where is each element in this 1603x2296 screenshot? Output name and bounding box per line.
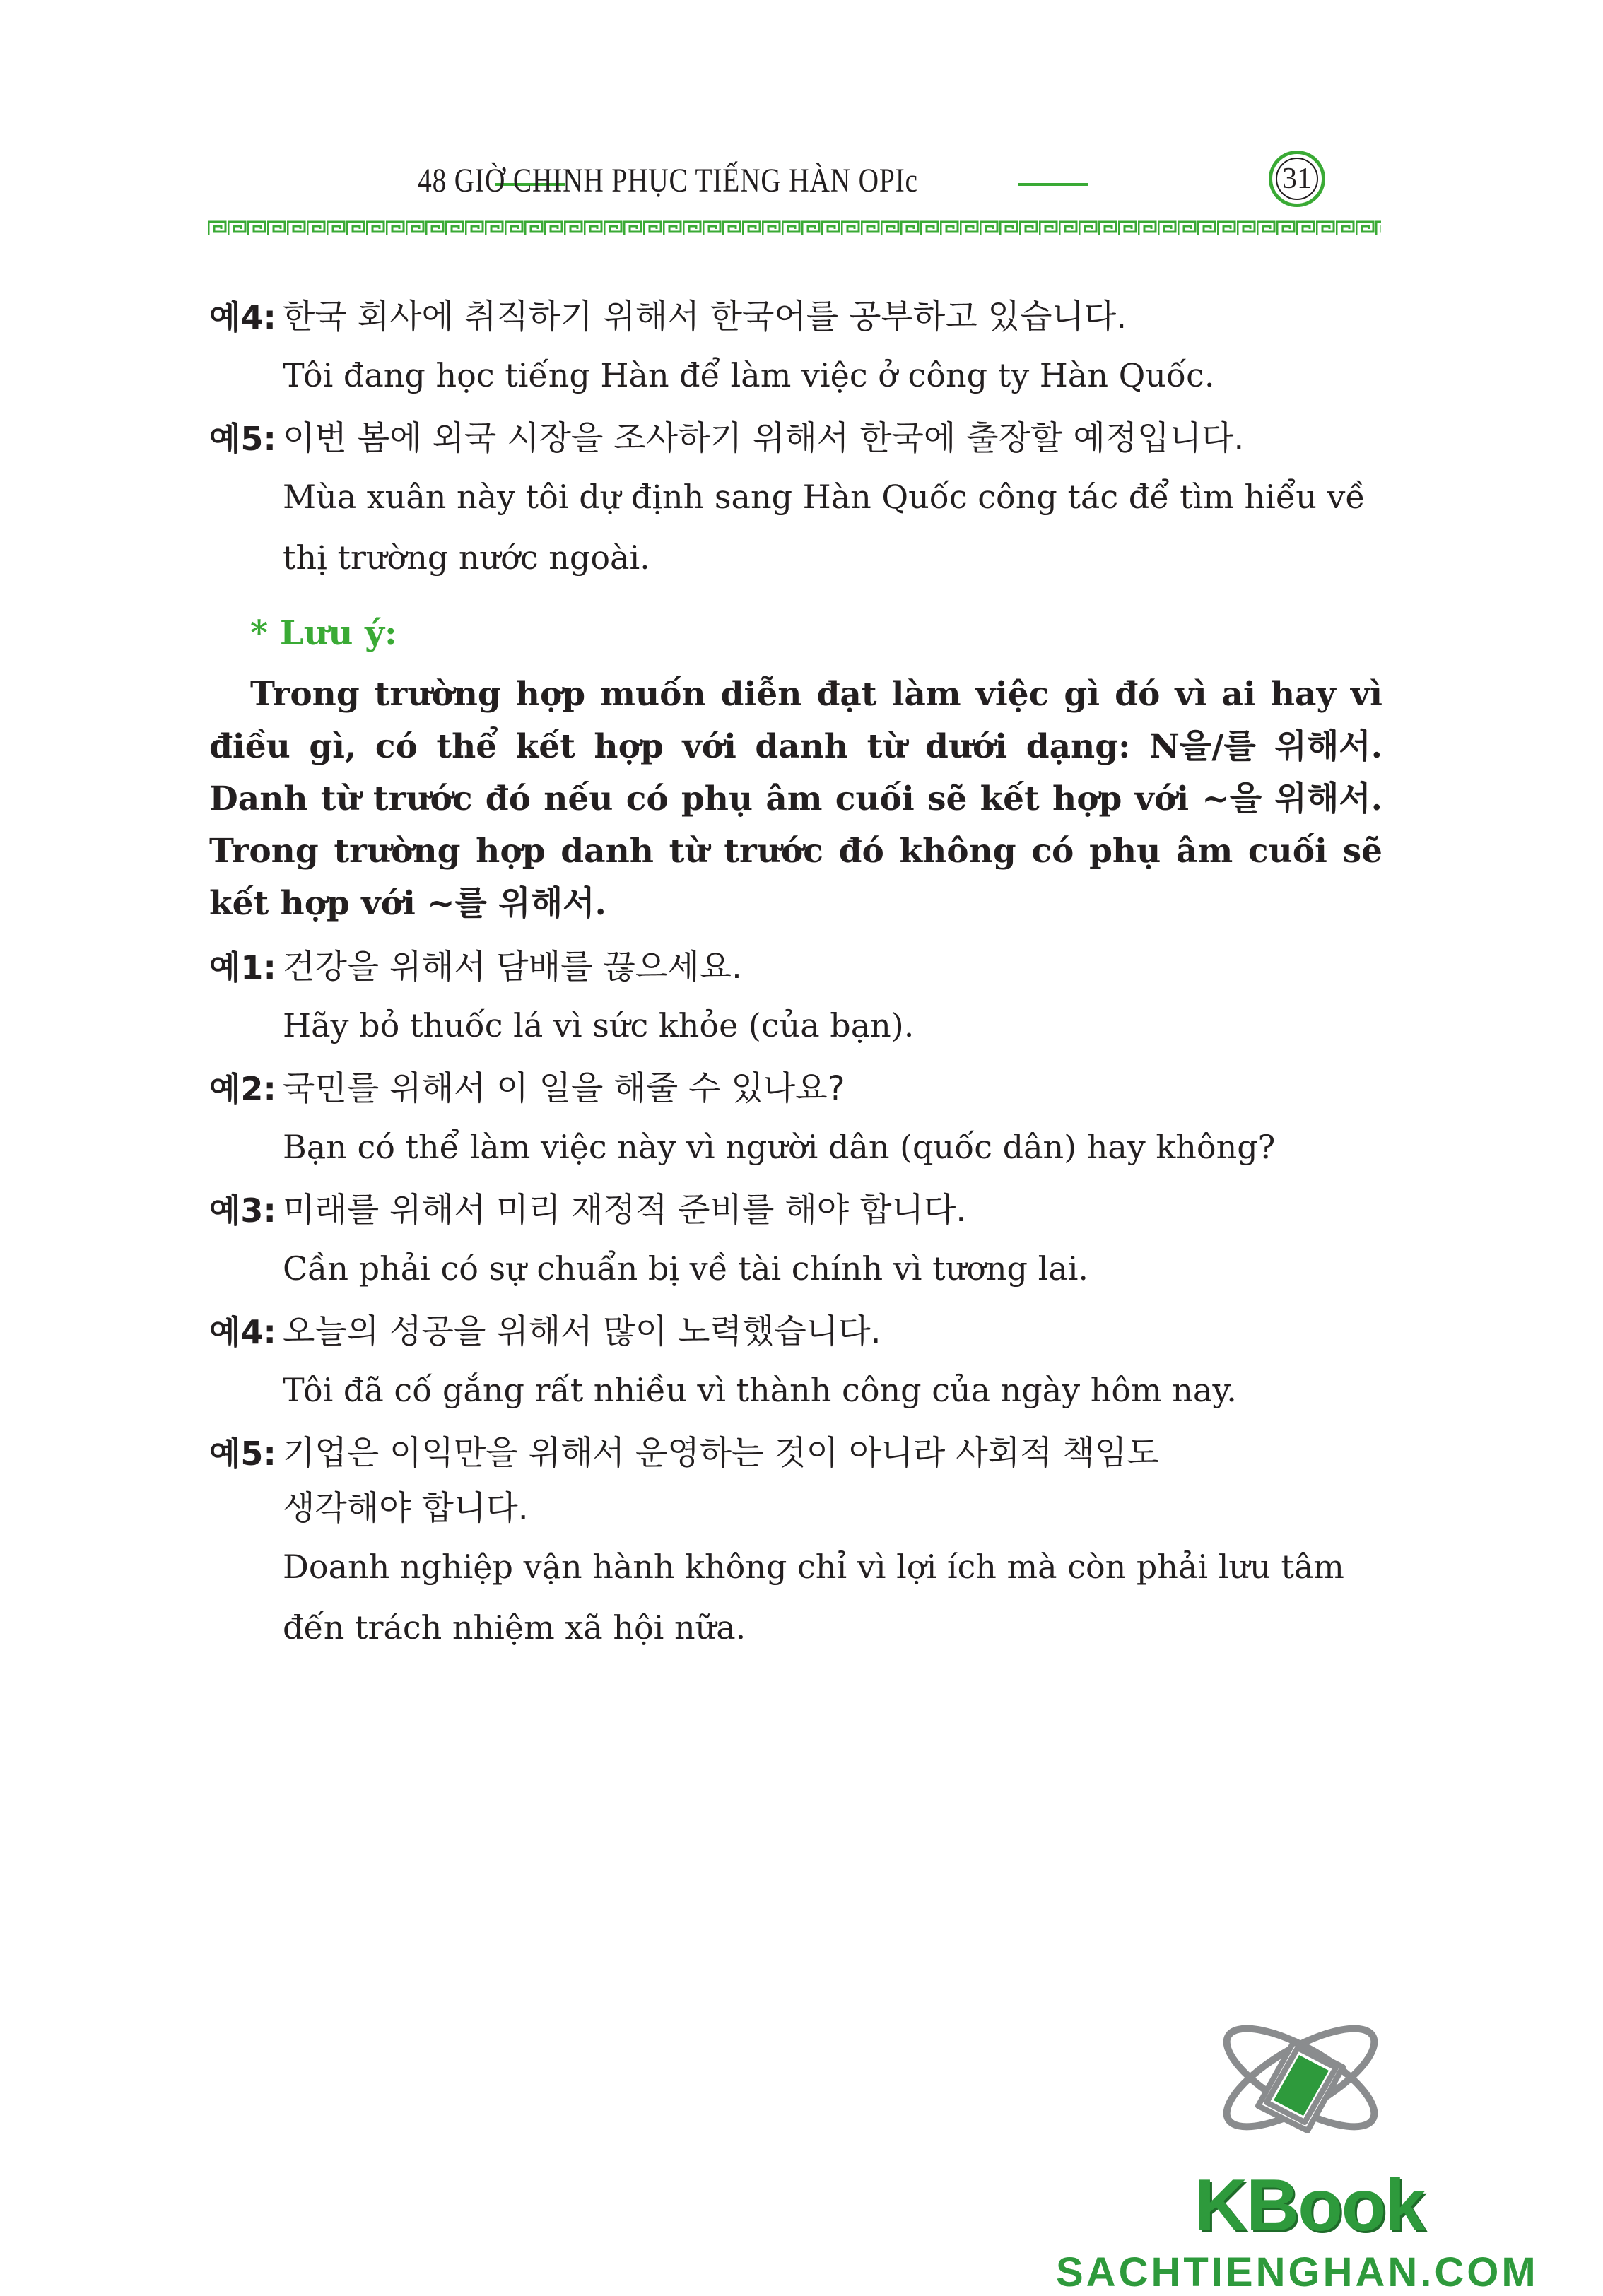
vietnamese-line: Tôi đã cố gắng rất nhiều vì thành công của ngày hôm nay.	[283, 1371, 1237, 1409]
example-label: 예5:	[209, 420, 276, 458]
example-body	[283, 940, 1382, 1061]
korean-sentence: 오늘의 성공을 위해서 많이 노력했습니다.	[283, 1312, 881, 1351]
example-body	[283, 1183, 1382, 1305]
note-title: * Lưu ý:	[250, 613, 397, 653]
vietnamese-line: Bạn có thể làm việc này vì người dân (quốc dân) hay không?	[283, 1128, 1276, 1166]
note-body: Trong trường hợp muốn diễn đạt làm việc gì đó vì ai hay vì điều gì, có thể kết hợp với danh từ dưới dạng: N을/를 위해서. Danh từ trước đó nếu có phụ âm cuối sẽ kết hợp với ~을 위해서. Trong trường hợp danh từ trước đó không có phụ âm cuối sẽ kết hợp với ~를 위해서.	[209, 675, 1382, 923]
korean-sentence: 기업은 이익만을 위해서 운영하는 것이 아니라 사회적 책임도	[283, 1434, 1159, 1473]
brand-name: KBook	[1194, 2165, 1425, 2247]
brand-url: SACHTIENGHAN.COM	[1056, 2249, 1539, 2295]
page-number-badge	[1269, 151, 1325, 207]
vietnamese-translation	[283, 1117, 1382, 1177]
book-title: 48 GIỜ CHINH PHỤC TIẾNG HÀN OPIc	[418, 162, 918, 199]
kbook-watermark	[1046, 2000, 1590, 2295]
vietnamese-translation	[283, 995, 1382, 1056]
page-content	[209, 290, 1382, 1664]
page-number: 31	[1276, 158, 1318, 200]
vietnamese-translation	[283, 1360, 1382, 1420]
korean-sentence: 국민를 위해서 이 일을 해줄 수 있나요?	[283, 1069, 845, 1108]
example-label: 예4:	[209, 1313, 276, 1351]
example-label: 예5:	[209, 1435, 276, 1473]
example-item	[209, 1061, 1382, 1183]
greek-key-border	[208, 220, 1381, 236]
examples-bottom	[209, 940, 1382, 1664]
example-item	[209, 1305, 1382, 1426]
vietnamese-translation	[283, 1238, 1382, 1299]
example-body	[283, 1305, 1382, 1426]
example-label: 예3:	[209, 1191, 276, 1230]
example-body	[283, 290, 1382, 411]
example-label: 예4:	[209, 298, 276, 336]
korean-sentence: 미래를 위해서 미리 재정적 준비를 해야 합니다.	[283, 1191, 967, 1230]
examples-top	[209, 290, 1382, 594]
example-item	[209, 1183, 1382, 1305]
example-body	[283, 1061, 1382, 1183]
korean-sentence: 이번 봄에 외국 시장을 조사하기 위해서 한국에 출장할 예정입니다.	[283, 419, 1245, 458]
example-label: 예1:	[209, 948, 276, 987]
example-label: 예2:	[209, 1070, 276, 1108]
example-body	[283, 1426, 1382, 1664]
vietnamese-line: Doanh nghiệp vận hành không chỉ vì lợi ích mà còn phải lưu tâm	[283, 1548, 1344, 1586]
example-item	[209, 290, 1382, 411]
example-item	[209, 940, 1382, 1061]
vietnamese-translation	[283, 1536, 1382, 1658]
korean-sentence: 생각해야 합니다.	[283, 1489, 529, 1528]
book-logo-icon	[1209, 2000, 1392, 2155]
vietnamese-line: Mùa xuân này tôi dự định sang Hàn Quốc công tác để tìm hiểu về	[283, 478, 1366, 516]
vietnamese-line: thị trường nước ngoài.	[283, 538, 650, 577]
example-item	[209, 1426, 1382, 1664]
example-body	[283, 411, 1382, 594]
vietnamese-translation	[283, 345, 1382, 406]
vietnamese-translation	[283, 466, 1382, 588]
header-rule-right	[1018, 183, 1088, 186]
korean-sentence: 한국 회사에 취직하기 위해서 한국어를 공부하고 있습니다.	[283, 298, 1127, 336]
vietnamese-line: Hãy bỏ thuốc lá vì sức khỏe (của bạn).	[283, 1006, 915, 1044]
page-header	[0, 0, 1603, 254]
vietnamese-line: đến trách nhiệm xã hội nữa.	[283, 1608, 746, 1647]
korean-sentence: 건강을 위해서 담배를 끊으세요.	[283, 948, 742, 987]
vietnamese-line: Tôi đang học tiếng Hàn để làm việc ở công ty Hàn Quốc.	[283, 356, 1215, 394]
vietnamese-line: Cần phải có sự chuẩn bị về tài chính vì tương lai.	[283, 1249, 1089, 1288]
example-item	[209, 411, 1382, 594]
